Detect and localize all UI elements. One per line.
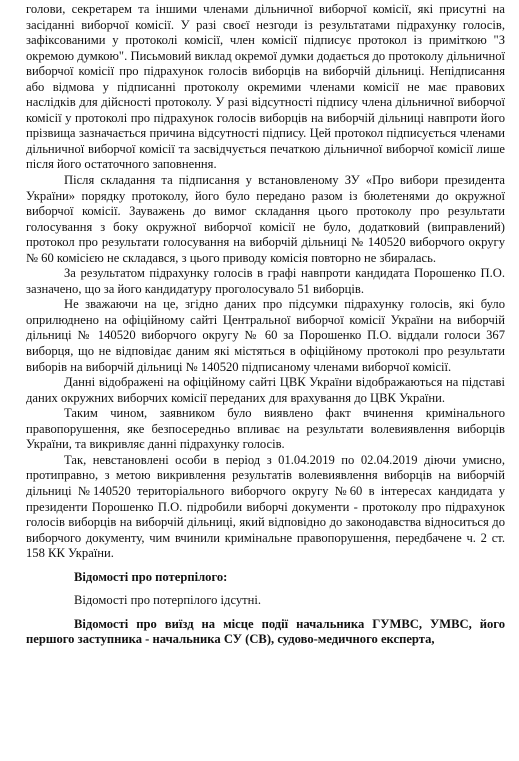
- paragraph-violation-fact: Таким чином, заявником було виявлено факт вчинення кримінального правопорушення, яке безпосередньо впливає на результати волевиявлення виборців України, та викривляє данні підрахунку голосів.: [26, 406, 505, 452]
- spacer: [26, 562, 505, 570]
- visit-heading: Відомості про виїзд на місце події начальника ГУМВС, УМВС, його першого заступника - начальника СУ (СВ), судово-медичного експерта,: [26, 616, 505, 647]
- paragraph-vote-count: За результатом підрахунку голосів в графі навпроти кандидата Порошенко П.О. зазначено, що за його кандидатуру проголосувало 51 виборців.: [26, 266, 505, 296]
- victim-text: Відомості про потерпілого ідсутні.: [74, 593, 262, 608]
- spacer: [26, 585, 505, 593]
- victim-heading: Відомості про потерпілого:: [74, 569, 228, 584]
- spacer: [26, 609, 505, 617]
- paragraph-cec-data-source: Данні відображені на офіційному сайті ЦВК України відображаються на підставі даних окружних виборчих комісії переданих для врахування до ЦВК України.: [26, 375, 505, 405]
- paragraph-commission-signing: голови, секретарем та іншими членами дільничної виборчої комісії, які присутні на засіданні виборчої комісії. У разі своєї незгоди із результатами підрахунку голосів, зафіксованими у протоколі комісії, член комісії підписує протокол із приміткою "З окремою думкою". Письмовий виклад окремої думки додається до протоколу дільничної виборчої комісії про підрахунок голосів виборців на виборчій дільниці. Непідписання або відмова у підписанні протоколу окремими членами комісії не має правових наслідків для дійсності протоколу. У разі відсутності підпису члена дільничної виборчої комісії у протоколі про підрахунок голосів виборців на виборчій дільниці навпроти його прізвища зазначається причина відсутності підпису. Цей протокол підписується членами дільничної виборчої комісії та засвідчується печаткою дільничної виборчої комісії лише після його остаточного заповнення.: [26, 2, 505, 172]
- paragraph-cec-discrepancy: Не зважаючи на це, згідно даних про підсумки підрахунку голосів, які було оприлюднено на офіційному сайті Центральної виборчої комісії України на виборчій дільниці № 140520 виборчого округу № 60 за Порошенко П.О. віддали голоси 367 виборця, що не відповідає даним які містяться в офіційному протоколі про результати виборів на виборчій дільниці № 140520 підписаному членами виборчої комісії.: [26, 297, 505, 374]
- paragraph-protocol-transfer: Після складання та підписання у встановленому ЗУ «Про вибори президента України» порядку протоколу, його було передано разом із бюлетенями до окружної виборчої комісії. Зауважень до вимог складання цього протоколу про результати голосування з боку окружної виборчої комісії не було, додатковий (виправлений) протокол про результати голосування на виборчій дільниці № 140520 виборчого округу № 60 комісією не складався, з цього приводу комісія повторно не збиралась.: [26, 173, 505, 265]
- paragraph-offense-description: Так, невстановлені особи в період з 01.04.2019 по 02.04.2019 діючи умисно, протиправно, з метою викривлення результатів волевиявлення виборців на виборчій дільниці №140520 територіального виборчого округу №60 в інтересах кандидата у президенти Порошенко П.О. підробили виборчі документи - протоколу про підрахунок голосів виборців на виборчій дільниці, який відповідно до законодавства відноситься до виборчого документу, чим вчинили кримінальне правопорушення, передбачене ч. 2 ст. 158 КК України.: [26, 452, 505, 561]
